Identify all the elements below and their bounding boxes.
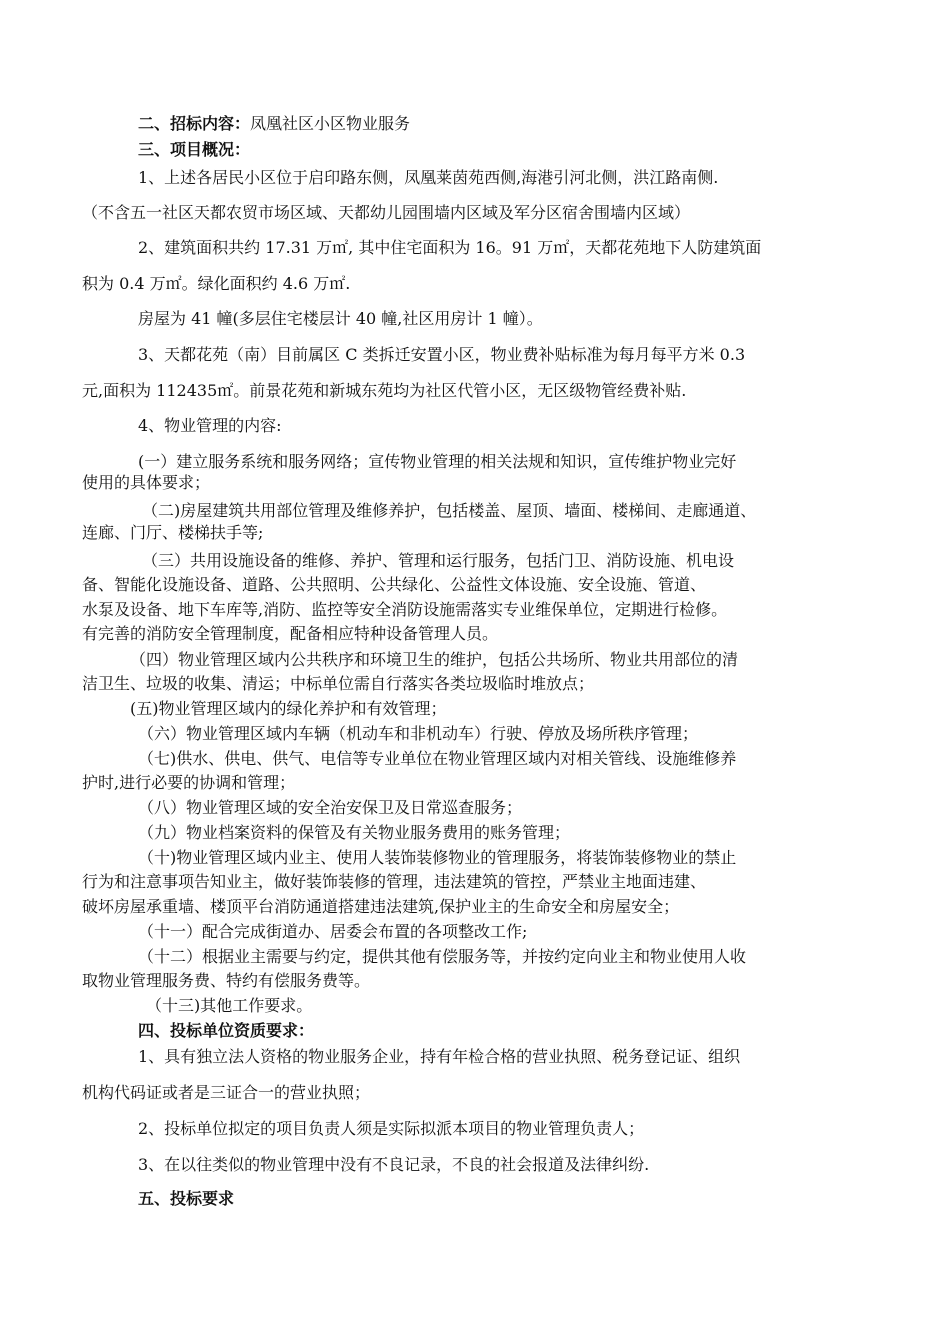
mgmt-item-line: 行为和注意事项告知业主，做好装饰装修的管理，违法建筑的管控，严禁业主地面违建、 [82, 872, 707, 891]
overview-p3-line1: 3、天都花苑（南）目前属区 C 类拆迁安置小区，物业费补贴标准为每月每平方米 0.3 [138, 345, 746, 364]
mgmt-item-line: (五)物业管理区域内的绿化养护和有效管理； [130, 699, 447, 718]
mgmt-item-line: （三）共用设施设备的维修、养护、管理和运行服务，包括门卫、消防设施、机电设 [142, 551, 735, 570]
section-4-heading: 四、投标单位资质要求： [138, 1021, 315, 1040]
section-3-heading: 三、项目概况： [138, 140, 251, 159]
overview-p2-line3: 房屋为 41 幢(多层住宅楼层计 40 幢,社区用房计 1 幢）。 [138, 309, 543, 328]
mgmt-item-line: （十三)其他工作要求。 [146, 996, 313, 1015]
qualification-r3: 3、在以往类似的物业管理中没有不良记录，不良的社会报道及法律纠纷. [138, 1155, 650, 1174]
overview-p2-line2: 积为 0.4 万㎡。绿化面积约 4.6 万㎡. [82, 274, 351, 293]
mgmt-item-line: 洁卫生、垃圾的收集、清运；中标单位需自行落实各类垃圾临时堆放点； [82, 674, 595, 693]
mgmt-item-line: 连廊、门厅、楼梯扶手等; [82, 523, 264, 542]
mgmt-item-line: （十一）配合完成街道办、居委会布置的各项整改工作; [138, 922, 528, 941]
overview-p1-line1: 1、上述各居民小区位于启印路东侧，凤凰莱茵苑西侧,海港引河北侧，洪江路南侧. [138, 168, 719, 187]
mgmt-item-line: （八）物业管理区域的安全治安保卫及日常巡查服务； [138, 798, 523, 817]
overview-p4-heading: 4、物业管理的内容: [138, 416, 282, 435]
overview-p3-line2: 元,面积为 112435㎡。前景花苑和新城东苑均为社区代管小区，无区级物管经费补贴. [82, 381, 687, 400]
mgmt-item-line: （十)物业管理区域内业主、使用人装饰装修物业的管理服务，将装饰装修物业的禁止 [138, 848, 737, 867]
mgmt-item-line: （九）物业档案资料的保管及有关物业服务费用的账务管理； [138, 823, 571, 842]
mgmt-item-line: （二)房屋建筑共用部位管理及维修养护，包括楼盖、屋顶、墙面、楼梯间、走廊通道、 [142, 501, 757, 520]
mgmt-item-line: 护时,进行必要的协调和管理； [82, 773, 296, 792]
section-2-heading: 二、招标内容： [138, 114, 251, 133]
qualification-r1-line1: 1、具有独立法人资格的物业服务企业，持有年检合格的营业执照、税务登记证、组织 [138, 1047, 741, 1066]
mgmt-item-line: 有完善的消防安全管理制度，配备相应特种设备管理人员。 [82, 624, 499, 643]
section-5-heading: 五、投标要求 [138, 1189, 235, 1208]
section-2-line [138, 114, 410, 134]
mgmt-item-line: （四）物业管理区域内公共秩序和环境卫生的维护，包括公共场所、物业共用部位的清 [130, 650, 739, 669]
qualification-r1-line2: 机构代码证或者是三证合一的营业执照； [82, 1083, 371, 1102]
mgmt-item-line: （七)供水、供电、供气、电信等专业单位在物业管理区域内对相关管线、设施维修养 [138, 749, 737, 768]
mgmt-item-line: （十二）根据业主需要与约定，提供其他有偿服务等，并按约定向业主和物业使用人收 [138, 947, 747, 966]
section-2-value: 凤凰社区小区物业服务 [250, 114, 411, 133]
overview-p1-line2: （不含五一社区天都农贸市场区域、天都幼儿园围墙内区域及军分区宿舍围墙内区域） [82, 203, 691, 222]
overview-p2-line1: 2、建筑面积共约 17.31 万㎡, 其中住宅面积为 16。91 万㎡，天都花苑地下人防建筑面 [138, 238, 762, 257]
mgmt-item-line: 使用的具体要求； [82, 473, 211, 492]
mgmt-item-line: 取物业管理服务费、特约有偿服务费等。 [82, 971, 371, 990]
mgmt-item-line: （六）物业管理区域内车辆（机动车和非机动车）行驶、停放及场所秩序管理； [138, 724, 699, 743]
mgmt-item-line: (一）建立服务系统和服务网络；宣传物业管理的相关法规和知识，宣传维护物业完好 [138, 452, 737, 471]
mgmt-item-line: 水泵及设备、地下车库等,消防、监控等安全消防设施需落实专业维保单位，定期进行检修。 [82, 600, 728, 619]
mgmt-item-line: 备、智能化设施设备、道路、公共照明、公共绿化、公益性文体设施、安全设施、管道、 [82, 575, 707, 594]
mgmt-item-line: 破坏房屋承重墙、楼顶平台消防通道搭建违法建筑,保护业主的生命安全和房屋安全； [82, 897, 680, 916]
qualification-r2: 2、投标单位拟定的项目负责人须是实际拟派本项目的物业管理负责人； [138, 1119, 645, 1138]
